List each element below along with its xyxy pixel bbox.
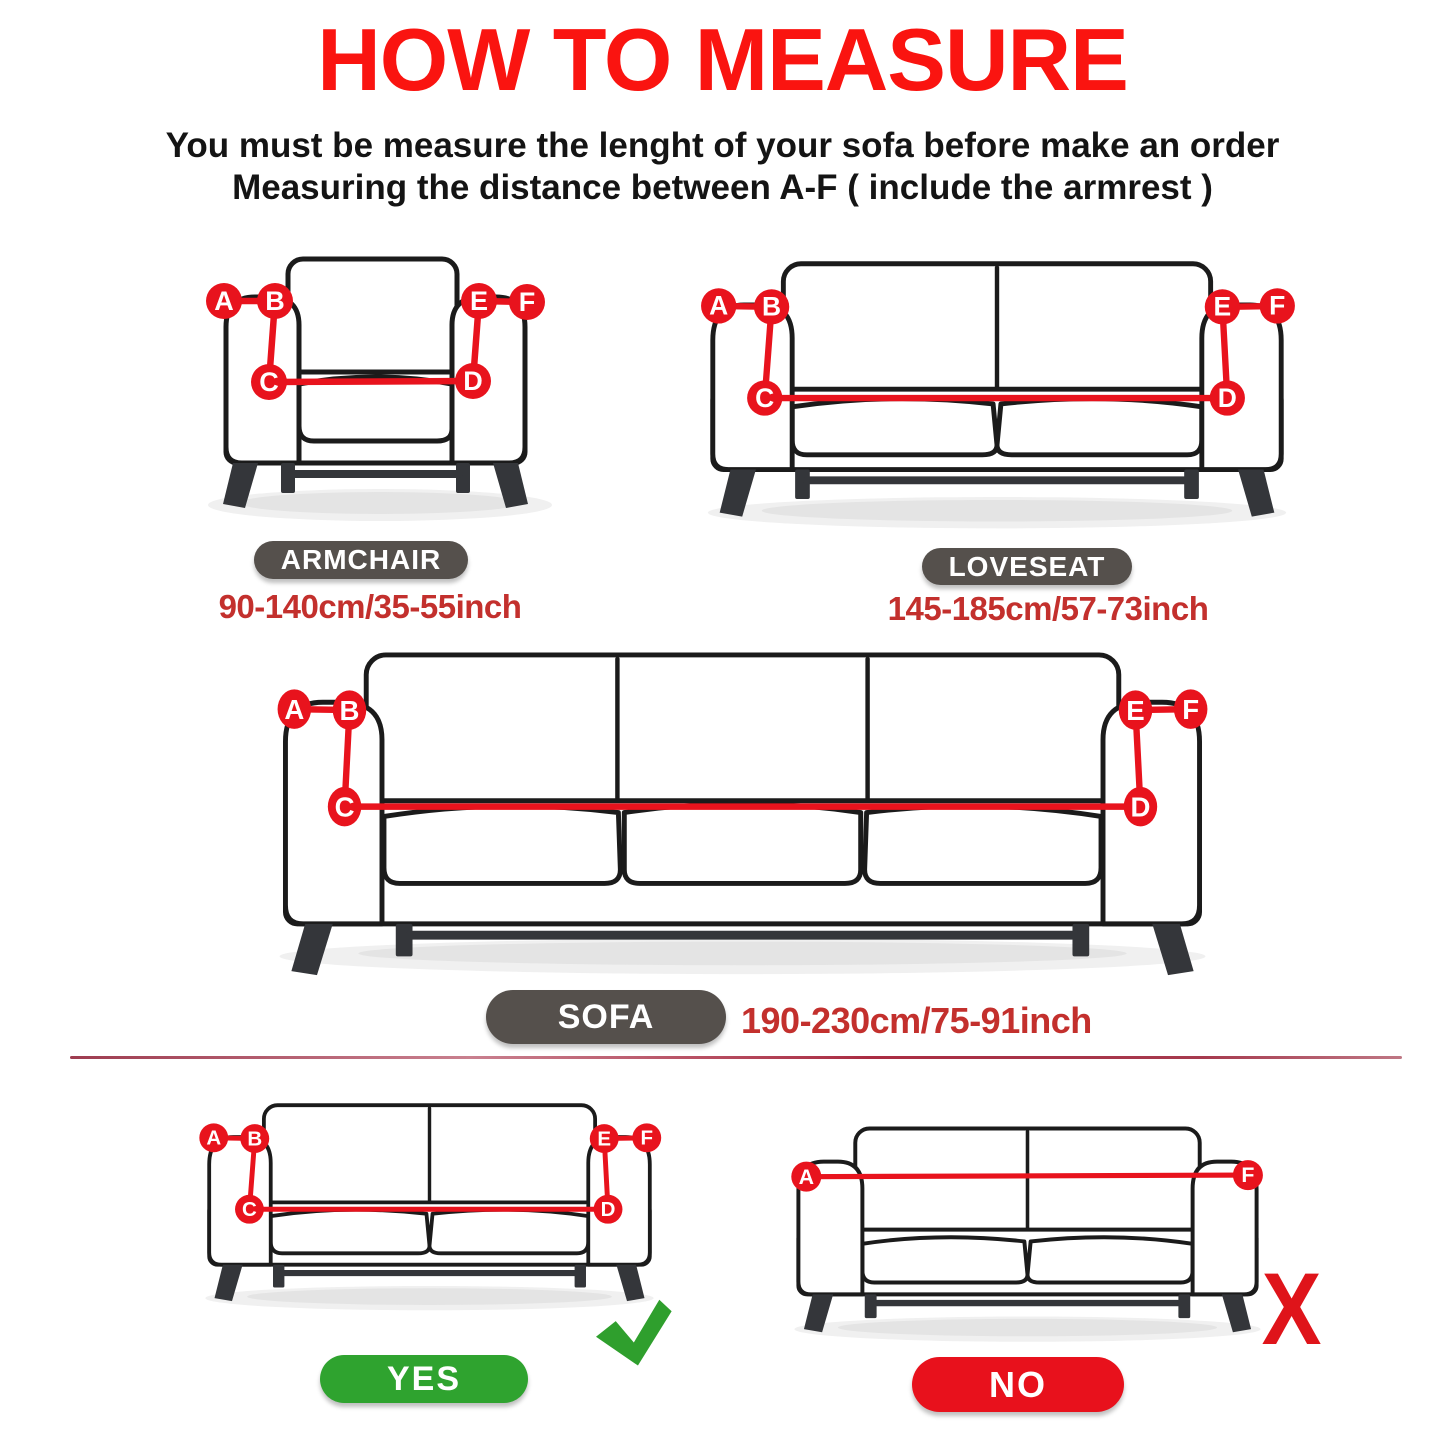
loveseat-seat-cushion-right xyxy=(997,399,1202,455)
sofa-drawing xyxy=(285,655,1199,975)
sofa-diagram xyxy=(250,643,1235,988)
yes-badge: YES xyxy=(320,1355,528,1403)
incorrect-example-diagram xyxy=(782,1119,1273,1356)
marker-a xyxy=(278,689,311,728)
check-icon xyxy=(590,1294,676,1368)
no-measure-line xyxy=(806,1175,1248,1177)
marker-a xyxy=(206,283,242,319)
marker-e xyxy=(461,283,497,319)
svg-text:C: C xyxy=(242,1198,257,1222)
no-sofa-drawing xyxy=(798,1128,1256,1332)
armchair-seat-cushion xyxy=(299,377,452,441)
svg-text:B: B xyxy=(265,286,285,316)
svg-text:C: C xyxy=(334,791,355,823)
loveseat-drawing xyxy=(713,264,1281,517)
svg-text:D: D xyxy=(1217,382,1237,413)
loveseat-shadow xyxy=(708,497,1286,528)
loveseat-label-pill: LOVESEAT xyxy=(922,548,1132,585)
sofa-size-range: 190-230cm/75-91inch xyxy=(741,1000,1092,1041)
yes-sofa-shadow xyxy=(205,1286,653,1310)
x-mark-icon: X xyxy=(1261,1252,1322,1366)
sofa-seat-cushion-right xyxy=(865,806,1101,883)
yes-sofa-drawing xyxy=(209,1105,650,1301)
svg-text:B: B xyxy=(762,291,782,322)
svg-text:F: F xyxy=(518,287,536,317)
svg-text:C: C xyxy=(259,367,279,397)
marker-a xyxy=(199,1123,228,1152)
svg-text:F: F xyxy=(1269,290,1286,321)
marker-f xyxy=(632,1123,661,1152)
svg-text:A: A xyxy=(284,693,305,725)
svg-text:E: E xyxy=(469,286,489,316)
marker-e xyxy=(590,1124,619,1153)
marker-f xyxy=(1260,288,1295,323)
marker-e xyxy=(1119,690,1152,729)
sofa-seat-cushion-middle xyxy=(624,804,860,884)
svg-text:C: C xyxy=(755,382,775,413)
no-badge: NO xyxy=(912,1357,1124,1412)
svg-text:D: D xyxy=(463,366,483,396)
section-divider xyxy=(70,1056,1402,1059)
svg-text:B: B xyxy=(247,1127,263,1151)
marker-e xyxy=(1205,289,1240,324)
marker-b xyxy=(240,1124,269,1153)
loveseat-seat-cushion-left xyxy=(792,399,997,455)
armchair-size-range: 90-140cm/35-55inch xyxy=(218,588,522,625)
svg-text:E: E xyxy=(1126,694,1145,726)
svg-text:A: A xyxy=(206,1126,222,1150)
marker-b xyxy=(257,283,293,319)
svg-text:D: D xyxy=(1130,791,1151,823)
marker-d xyxy=(455,363,491,399)
marker-f xyxy=(509,284,545,320)
svg-text:D: D xyxy=(600,1198,616,1222)
svg-text:B: B xyxy=(339,694,360,726)
svg-text:F: F xyxy=(640,1126,654,1150)
marker-a xyxy=(791,1162,821,1192)
armchair-diagram xyxy=(185,245,570,545)
sofa-shadow xyxy=(280,939,1206,974)
armchair-label-pill: ARMCHAIR xyxy=(254,541,468,579)
marker-c xyxy=(235,1195,264,1224)
svg-text:E: E xyxy=(597,1127,612,1151)
svg-text:F: F xyxy=(1241,1163,1255,1188)
marker-c xyxy=(747,380,782,415)
subtitle-line-2: Measuring the distance between A-F ( include the armrest ) xyxy=(232,168,1213,207)
marker-f xyxy=(1174,689,1207,728)
correct-example-diagram xyxy=(194,1096,665,1324)
loveseat-size-range: 145-185cm/57-73inch xyxy=(887,590,1209,627)
page-title: HOW TO MEASURE xyxy=(317,10,1128,109)
marker-c xyxy=(328,787,361,826)
marker-f xyxy=(1233,1160,1263,1190)
loveseat-diagram xyxy=(693,252,1301,546)
sofa-label-pill: SOFA xyxy=(486,990,726,1044)
marker-d xyxy=(1210,380,1245,415)
marker-b xyxy=(333,690,366,729)
marker-b xyxy=(754,289,789,324)
subtitle-line-1: You must be measure the lenght of your sofa before make an order xyxy=(165,126,1280,165)
marker-d xyxy=(1124,787,1157,826)
svg-text:A: A xyxy=(709,290,729,321)
marker-a xyxy=(701,288,736,323)
sofa-seat-cushion-left xyxy=(384,806,620,883)
svg-text:A: A xyxy=(214,286,234,316)
svg-text:E: E xyxy=(1213,291,1232,322)
marker-c xyxy=(251,364,287,400)
armchair-shadow xyxy=(208,489,552,521)
svg-text:A: A xyxy=(798,1164,815,1189)
svg-text:F: F xyxy=(1182,693,1200,725)
no-sofa-shadow xyxy=(794,1317,1260,1342)
marker-d xyxy=(594,1195,623,1224)
